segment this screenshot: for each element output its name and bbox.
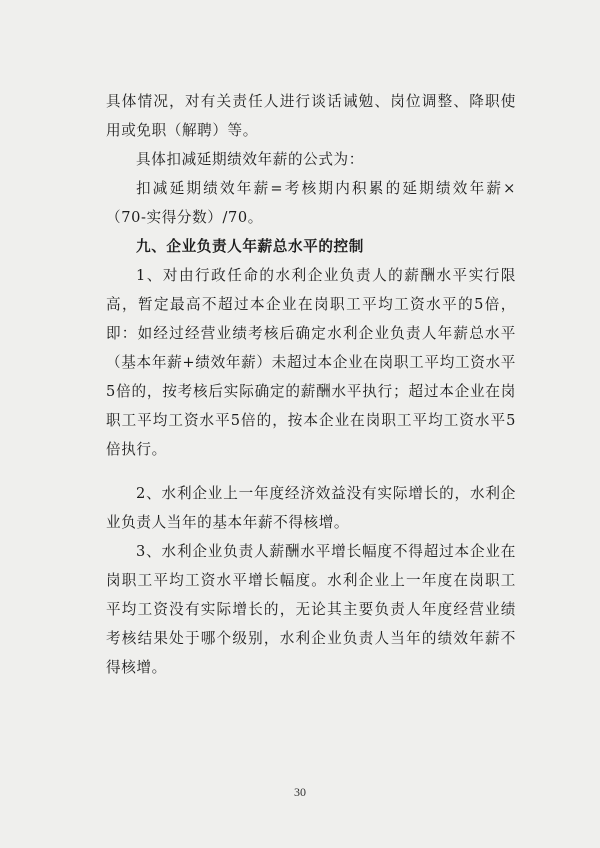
paragraph-item-3: 3、水利企业负责人薪酬水平增长幅度不得超过本企业在岗职工平均工资水平增长幅度。水利企业上一年度在岗职工平均工资没有实际增长的，无论其主要负责人年度经营业绩考核结果处于哪个级别，水利企业负责人当年的绩效年薪不得核增。 [106,543,516,676]
paragraph-formula: 扣减延期绩效年薪=考核期内积累的延期绩效年薪×（70-实得分数）/70。 [106,180,516,226]
paragraph-continuation: 具体情况，对有关责任人进行谈话诫勉、岗位调整、降职使用或免职（解聘）等。 [106,93,516,139]
section-heading-nine: 九、企业负责人年薪总水平的控制 [136,238,364,255]
paragraph-item-2: 2、水利企业上一年度经济效益没有实际增长的，水利企业负责人当年的基本年薪不得核增。 [106,485,516,531]
paragraph-item-1: 1、对由行政任命的水利企业负责人的薪酬水平实行限高，暂定最高不超过本企业在岗职工平均工资水平的5倍，即：如经过经营业绩考核后确定水利企业负责人年薪总水平（基本年薪+绩效年薪）未超过本企业在岗职工平均工资水平5倍的，按考核后实际确定的薪酬水平执行；超过本企业在岗职工平均工资水平5倍的，按本企业在岗职工平均工资水平5倍执行。 [106,267,516,458]
paragraph-formula-intro: 具体扣减延期绩效年薪的公式为： [136,151,364,168]
page-number: 30 [294,785,306,799]
